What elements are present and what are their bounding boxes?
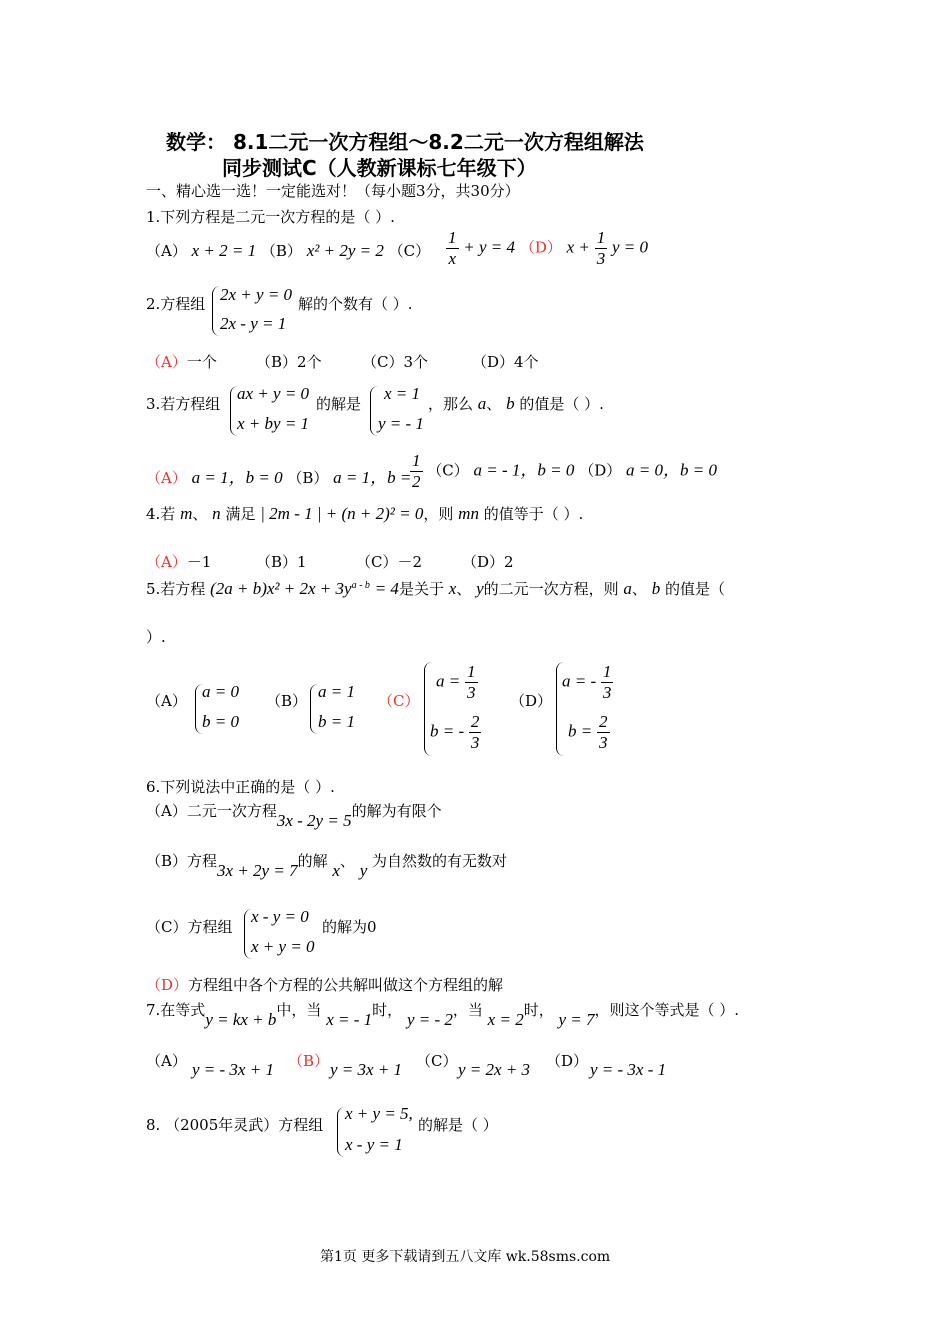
q5-b: b — [651, 579, 661, 598]
q5-c-label: （C） — [378, 692, 420, 710]
q3-b-num: 1 — [412, 451, 421, 470]
q3-mid: 的解是 — [316, 395, 362, 413]
q3-d: a = 0，b = 0 — [626, 460, 717, 480]
q6-a-post: 的解为有限个 — [351, 802, 442, 820]
q1-c-label: （C） — [388, 242, 431, 260]
q5-c1-num: 1 — [467, 662, 476, 681]
q3-options-right — [410, 451, 717, 492]
q1-stem: 1.下列方程是二元一次方程的是（ ）. — [146, 208, 395, 226]
q1-d-pre: x + — [566, 237, 590, 257]
q5-cont: ）. — [146, 628, 166, 646]
q7-c1: x = - 1 — [326, 1010, 373, 1029]
q8-eq1: x + y = 5, — [345, 1104, 413, 1123]
q4-c: （C）－2 — [356, 553, 423, 571]
q6-d — [146, 974, 503, 995]
q6-b — [146, 850, 508, 880]
q7-d-label: （D） — [546, 1052, 589, 1070]
q2-a: 一个 — [186, 353, 217, 371]
q6-b-sep: 、 — [339, 852, 355, 870]
q5-b1: a = 1 — [318, 682, 355, 701]
q7-mid3: ，当 — [452, 1001, 483, 1019]
q6-d-text: 方程组中各个方程的公共解叫做这个方程组的解 — [188, 976, 504, 994]
q5-b2: b = 1 — [318, 712, 355, 731]
q7-stem — [146, 999, 740, 1029]
q5-sup: a - b — [351, 580, 370, 591]
q2-stem-pre: 2.方程组 — [146, 295, 206, 313]
q5-sep1: 、 — [456, 580, 472, 598]
q5-c2-num: 2 — [470, 712, 480, 731]
q4-post1: ，则 — [423, 505, 454, 523]
q5-a1: a = 0 — [202, 682, 239, 701]
q8-post: 的解是（ ） — [418, 1116, 498, 1134]
q5-c2-pre: b = - — [430, 721, 465, 741]
q7-mid1: 中，当 — [276, 1001, 322, 1019]
q4-mid: 满足 — [225, 505, 256, 523]
q3-post2: 的值是（ ）. — [519, 395, 604, 413]
q1-options — [146, 240, 430, 261]
q4-post2: 的值等于（ ）. — [483, 505, 584, 523]
q5-a: a — [623, 579, 632, 598]
q3-b-pre: a = 1，b = — [333, 468, 412, 487]
q3-post1: ，那么 — [428, 395, 474, 413]
q5-b-label: （B） — [266, 692, 308, 710]
q5-d2 — [568, 712, 610, 753]
q7-stem-pre: 7.在等式 — [146, 1001, 206, 1019]
q4-expr: | 2m - 1 | + (n + 2)² = 0 — [260, 504, 424, 523]
q3-post — [428, 393, 604, 414]
section-heading: 一、精心选一选！一定能选对！（每小题3分，共30分） — [146, 182, 520, 200]
q4-a-label: （A） — [146, 553, 187, 571]
q3-eq1: ax + y = 0 — [237, 384, 310, 403]
q4-d: （D）2 — [462, 553, 514, 571]
q3-sol1: x = 1 — [384, 384, 421, 403]
q3-sol2: y = - 1 — [378, 414, 424, 433]
q7-mid4: 时， — [523, 1001, 554, 1019]
q3-c-label: （C） — [427, 461, 469, 480]
q3-d-label: （D） — [579, 461, 622, 480]
q7-c: y = 2x + 3 — [458, 1060, 531, 1079]
q5-x: x — [448, 579, 457, 598]
q6-c-eq1: x - y = 0 — [251, 907, 309, 926]
q1-c — [446, 228, 648, 269]
q6-a-expr: 3x - 2y = 5 — [276, 811, 352, 830]
q7-c-label: （C） — [416, 1052, 458, 1070]
q3-sep: 、 — [486, 395, 502, 413]
q3-b-den: 2 — [412, 472, 421, 491]
q3-stem-pre: 3.若方程组 — [146, 395, 221, 413]
q7-c3: x = 2 — [487, 1010, 524, 1029]
q5-c1 — [436, 662, 478, 703]
q3-a-label: （A） — [146, 469, 187, 487]
q2-stem-post: 解的个数有（ ）. — [298, 295, 413, 313]
q1-b: x² + 2y = 2 — [306, 241, 384, 260]
q6-b-post: 为自然数的有无数对 — [372, 852, 508, 870]
q1-d-num: 1 — [596, 228, 606, 247]
q5-d1 — [562, 662, 613, 703]
q5-stem-pre: 5.若方程 — [146, 580, 206, 598]
q7-c2: y = - 2 — [406, 1010, 453, 1029]
q7-b: y = 3x + 1 — [330, 1060, 403, 1079]
q5-d1-num: 1 — [602, 662, 612, 681]
q3-var-b: b — [506, 394, 515, 413]
q4-a — [146, 551, 211, 572]
q5-d1-den: 3 — [602, 683, 612, 702]
q6-b-expr: 3x + 2y = 7 — [217, 861, 298, 880]
q6-b-pre: （B）方程 — [146, 852, 218, 870]
q7-b-label: （B） — [288, 1052, 330, 1070]
q4-m: m — [180, 504, 193, 523]
q3-a: a = 1，b = 0 — [191, 468, 283, 487]
q5-d2-pre: b = — [568, 721, 593, 741]
page-title: 数学： 8.1二元一次方程组～8.2二元一次方程组解法 — [166, 130, 644, 154]
q1-b-label: （B） — [260, 242, 302, 260]
q5-a-label: （A） — [146, 692, 187, 710]
q7-a-label: （A） — [146, 1052, 187, 1070]
q1-d-rest: y = 0 — [611, 237, 648, 257]
q8-stem-pre: 8. （2005年灵武）方程组 — [146, 1116, 324, 1134]
q3-b-label: （B） — [287, 469, 329, 487]
q6-c-pre: （C）方程组 — [146, 918, 233, 936]
q5-sep2: 、 — [631, 580, 647, 598]
q5-c2 — [430, 712, 481, 753]
q7-a: y = - 3x + 1 — [192, 1060, 274, 1079]
q5-stem — [146, 578, 725, 599]
q2-options — [146, 351, 217, 372]
q7-post: ，则这个等式是（ ）. — [594, 1001, 740, 1019]
q6-d-label: （D） — [146, 976, 189, 994]
q6-b-y: y — [359, 861, 368, 880]
q1-a: x + 2 = 1 — [191, 241, 257, 260]
q7-expr: y = kx + b — [205, 1010, 277, 1029]
q1-a-label: （A） — [146, 242, 187, 260]
q2-eq1: 2x + y = 0 — [220, 285, 293, 304]
q6-c-post: 的解为0 — [322, 918, 377, 936]
q3-options-left — [146, 463, 411, 488]
q2-c: （C）3个 — [362, 353, 429, 371]
q2-eq2: 2x - y = 1 — [220, 314, 287, 333]
q1-c-den: x — [448, 249, 457, 268]
q1-d-den: 3 — [596, 249, 606, 268]
q8-eq2: x - y = 1 — [345, 1135, 403, 1154]
q7-c4: y = 7 — [558, 1010, 595, 1029]
q5-a2: b = 0 — [202, 712, 239, 731]
q4-stem — [146, 503, 583, 524]
q7-mid2: 时， — [372, 1001, 403, 1019]
q5-c2-den: 3 — [470, 733, 480, 752]
q6-b-mid: 的解 — [297, 852, 328, 870]
q5-post1: 的二元一次方程，则 — [483, 580, 619, 598]
q5-d1-pre: a = - — [562, 671, 597, 691]
q6-stem: 6.下列说法中正确的是（ ）. — [146, 778, 335, 796]
q6-a-pre: （A）二元一次方程 — [146, 802, 277, 820]
q2-d: （D）4个 — [472, 353, 539, 371]
q4-a-text: －1 — [186, 553, 212, 571]
q3-var-a: a — [477, 394, 487, 413]
q5-expr-end: = 4 — [374, 579, 399, 598]
q4-n: n — [212, 504, 221, 523]
q3-c: a = - 1，b = 0 — [473, 460, 575, 480]
q3-eq2: x + by = 1 — [237, 414, 310, 433]
q5-d2-den: 3 — [599, 733, 608, 752]
q5-y: y — [476, 579, 484, 598]
q1-c-rest: + y = 4 — [463, 237, 516, 257]
q1-c-num: 1 — [448, 228, 457, 247]
q2-a-label: （A） — [146, 353, 187, 371]
q6-a — [146, 800, 442, 830]
q5-d2-num: 2 — [599, 712, 608, 731]
q5-c1-den: 3 — [467, 683, 476, 702]
q6-b-x: x — [332, 861, 340, 880]
q5-d-label: （D） — [510, 692, 553, 710]
page-footer: 第1页 更多下载请到五八文库 wk.58sms.com — [320, 1249, 611, 1265]
q5-post2: 的值是（ — [665, 580, 726, 598]
q4-sep: 、 — [192, 505, 208, 523]
q6-c-eq2: x + y = 0 — [251, 937, 315, 956]
q5-c1-pre: a = — [436, 671, 461, 691]
q4-mn: mn — [458, 504, 479, 523]
page-subtitle: 同步测试C（人教新课标七年级下） — [222, 156, 537, 180]
q5-expr: (2a + b)x² + 2x + 3y — [210, 579, 352, 598]
q4-stem-pre: 4.若 — [146, 505, 176, 523]
q4-b: （B）1 — [256, 553, 307, 571]
q1-d-label: （D） — [519, 238, 562, 257]
q2-b: （B）2个 — [256, 353, 322, 371]
q5-mid: 是关于 — [398, 580, 444, 598]
q7-d: y = - 3x - 1 — [590, 1060, 667, 1079]
